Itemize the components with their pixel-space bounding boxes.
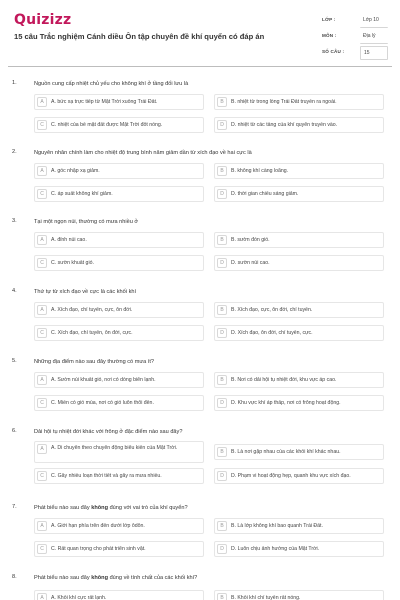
question-text bbox=[34, 504, 374, 512]
option-letter: D bbox=[217, 120, 227, 130]
question-number: 8. bbox=[12, 574, 17, 580]
option-letter: C bbox=[37, 471, 47, 481]
option-c[interactable] bbox=[34, 325, 204, 341]
option-b[interactable] bbox=[214, 590, 384, 600]
option-letter: B bbox=[217, 447, 227, 457]
option-letter: A bbox=[37, 305, 47, 315]
option-d[interactable] bbox=[214, 468, 384, 484]
option-letter: A bbox=[37, 444, 47, 454]
option-text: D. Khu vực khí áp thấp, nơi có frông hoạt động. bbox=[231, 400, 341, 406]
question-text-start: Phát biểu nào sau đây bbox=[34, 505, 92, 511]
option-letter: B bbox=[217, 521, 227, 531]
option-text: C. Rất quan trọng cho phát triển sinh vật. bbox=[51, 546, 146, 552]
option-letter: B bbox=[217, 305, 227, 315]
option-d[interactable] bbox=[214, 117, 384, 133]
question-number: 1. bbox=[12, 80, 17, 86]
option-text: D. sườn núi cao. bbox=[231, 260, 270, 266]
option-a[interactable] bbox=[34, 94, 204, 110]
option-letter: A bbox=[37, 235, 47, 245]
option-b[interactable] bbox=[214, 302, 384, 318]
meta-value-count: 15 bbox=[360, 46, 388, 60]
option-a[interactable] bbox=[34, 372, 204, 388]
option-a[interactable] bbox=[34, 441, 204, 463]
option-text: C. Gây nhiều loạn thời tiết và gây ra mưa nhiều. bbox=[51, 473, 162, 479]
option-letter: C bbox=[37, 120, 47, 130]
option-text: A. góc nhập xạ giảm. bbox=[51, 168, 100, 174]
option-text: A. Khối khí cực rất lạnh. bbox=[51, 595, 107, 600]
option-text: B. không khí càng loãng. bbox=[231, 168, 289, 174]
option-text: A. Di chuyển theo chuyển động biểu kiến của Mặt Trời. bbox=[51, 445, 178, 451]
option-text: A. Sườn núi khuất gió, nơi có dòng biển lạnh. bbox=[51, 377, 156, 383]
option-text: C. nhiệt của bề mặt đất được Mặt Trời đốt nóng. bbox=[51, 122, 163, 128]
option-b[interactable] bbox=[214, 518, 384, 534]
option-b[interactable] bbox=[214, 444, 384, 460]
option-text: B. Xích đạo, cực, ôn đới, chí tuyến. bbox=[231, 307, 313, 313]
option-c[interactable] bbox=[34, 541, 204, 557]
option-letter: A bbox=[37, 521, 47, 531]
question-text bbox=[34, 574, 374, 582]
option-text: A. bức xạ trực tiếp từ Mặt Trời xuống Trái Đất. bbox=[51, 99, 158, 105]
option-b[interactable] bbox=[214, 163, 384, 179]
option-letter: C bbox=[37, 544, 47, 554]
question-number: 7. bbox=[12, 504, 17, 510]
quizizz-logo: Quizizz bbox=[14, 12, 72, 28]
option-d[interactable] bbox=[214, 541, 384, 557]
option-text: D. nhiệt từ các tầng của khí quyển truyền vào. bbox=[231, 122, 338, 128]
option-text: C. Xích đạo, chí tuyến, ôn đới, cực. bbox=[51, 330, 133, 336]
option-text: C. sườn khuất gió. bbox=[51, 260, 94, 266]
question-text: Thứ tự từ xích đạo về cực là các khối khí bbox=[34, 289, 137, 295]
question-text: Nguyên nhân chính làm cho nhiệt độ trung bình năm giảm dần từ xích đạo về hai cực là bbox=[34, 150, 252, 156]
option-letter: C bbox=[37, 328, 47, 338]
document-header bbox=[0, 0, 400, 66]
option-letter: C bbox=[37, 258, 47, 268]
option-text: B. Là nơi gặp nhau của các khối khí khác nhau. bbox=[231, 449, 341, 455]
option-letter: B bbox=[217, 166, 227, 176]
header-divider bbox=[8, 66, 392, 67]
option-text: D. thời gian chiếu sáng giảm. bbox=[231, 191, 299, 197]
option-letter: D bbox=[217, 544, 227, 554]
question-number: 4. bbox=[12, 288, 17, 294]
option-letter: D bbox=[217, 328, 227, 338]
option-text: A. đỉnh núi cao. bbox=[51, 237, 87, 243]
option-letter: B bbox=[217, 375, 227, 385]
option-b[interactable] bbox=[214, 94, 384, 110]
meta-value-grade: Lớp 10 bbox=[360, 14, 388, 28]
option-text: A. Giới hạn phía trên đến dưới lớp ôdôn. bbox=[51, 523, 145, 529]
question-text-end: đúng với vai trò của khí quyển? bbox=[108, 505, 188, 511]
option-letter: B bbox=[217, 593, 227, 600]
question-text: Tại một ngọn núi, thường có mưa nhiều ở bbox=[34, 219, 139, 225]
question-text-emphasis: không bbox=[91, 505, 109, 511]
option-a[interactable] bbox=[34, 518, 204, 534]
option-text: D. Luôn chịu ảnh hưởng của Mặt Trời. bbox=[231, 546, 320, 552]
question-text: Dải hội tụ nhiệt đới khác với frông ở đặc điểm nào sau đây? bbox=[34, 429, 183, 435]
option-text: B. Là lớp không khí bao quanh Trái Đất. bbox=[231, 523, 323, 529]
option-c[interactable] bbox=[34, 395, 204, 411]
option-letter: A bbox=[37, 166, 47, 176]
option-letter: B bbox=[217, 235, 227, 245]
option-letter: C bbox=[37, 398, 47, 408]
option-letter: D bbox=[217, 471, 227, 481]
option-text: B. Khối khí chí tuyến rất nóng. bbox=[231, 595, 301, 600]
option-b[interactable] bbox=[214, 232, 384, 248]
meta-label-subject: MÔN : bbox=[322, 33, 337, 38]
meta-label-grade: LỚP : bbox=[322, 17, 336, 22]
option-text: C. Miền có gió mùa, nơi có gió luôn thổi đến. bbox=[51, 400, 154, 406]
meta-box bbox=[320, 14, 388, 62]
question-number: 5. bbox=[12, 358, 17, 364]
option-letter: A bbox=[37, 97, 47, 107]
option-text: B. sườn đón gió. bbox=[231, 237, 270, 243]
question-text-start: Phát biểu nào sau đây bbox=[34, 575, 92, 581]
question-text: Những địa điểm nào sau đây thường có mưa ít? bbox=[34, 359, 155, 365]
option-text: D. Phạm vi hoạt động hẹp, quanh khu vực xích đạo. bbox=[231, 473, 351, 479]
meta-label-count: SỐ CÂU : bbox=[322, 49, 345, 54]
meta-value-subject: Địa lý bbox=[360, 30, 388, 44]
option-c[interactable] bbox=[34, 186, 204, 202]
option-b[interactable] bbox=[214, 372, 384, 388]
option-letter: D bbox=[217, 189, 227, 199]
document-title: 15 câu Trắc nghiệm Cánh diều Ôn tập chuyên đề khí quyển có đáp án bbox=[14, 32, 265, 41]
option-d[interactable] bbox=[214, 255, 384, 271]
option-text: C. áp suất không khí giảm. bbox=[51, 191, 113, 197]
option-text: D. Xích đạo, ôn đới, chí tuyến, cực. bbox=[231, 330, 313, 336]
option-text: A. Xích đạo, chí tuyến, cực, ôn đới. bbox=[51, 307, 133, 313]
option-a[interactable] bbox=[34, 590, 204, 600]
question-number: 3. bbox=[12, 218, 17, 224]
option-letter: D bbox=[217, 398, 227, 408]
meta-row-subject bbox=[320, 30, 388, 46]
option-c[interactable] bbox=[34, 117, 204, 133]
option-a[interactable] bbox=[34, 302, 204, 318]
option-a[interactable] bbox=[34, 163, 204, 179]
option-text: B. Nơi có dải hội tụ nhiệt đới, khu vực áp cao. bbox=[231, 377, 337, 383]
question-text: Nguồn cung cấp nhiệt chủ yếu cho không khí ở tầng đối lưu là bbox=[34, 81, 189, 87]
question-number: 2. bbox=[12, 149, 17, 155]
option-c[interactable] bbox=[34, 468, 204, 484]
option-d[interactable] bbox=[214, 395, 384, 411]
meta-row-count bbox=[320, 46, 388, 62]
option-letter: D bbox=[217, 258, 227, 268]
option-a[interactable] bbox=[34, 232, 204, 248]
question-number: 6. bbox=[12, 428, 17, 434]
question-text-emphasis: không bbox=[91, 575, 109, 581]
option-c[interactable] bbox=[34, 255, 204, 271]
option-letter: C bbox=[37, 189, 47, 199]
option-text: B. nhiệt từ trong lòng Trái Đất truyền ra ngoài. bbox=[231, 99, 337, 105]
option-d[interactable] bbox=[214, 325, 384, 341]
option-letter: A bbox=[37, 375, 47, 385]
option-letter: A bbox=[37, 593, 47, 600]
option-d[interactable] bbox=[214, 186, 384, 202]
question-text-end: đúng về tính chất của các khối khí? bbox=[108, 575, 198, 581]
meta-row-grade bbox=[320, 14, 388, 30]
option-letter: B bbox=[217, 97, 227, 107]
